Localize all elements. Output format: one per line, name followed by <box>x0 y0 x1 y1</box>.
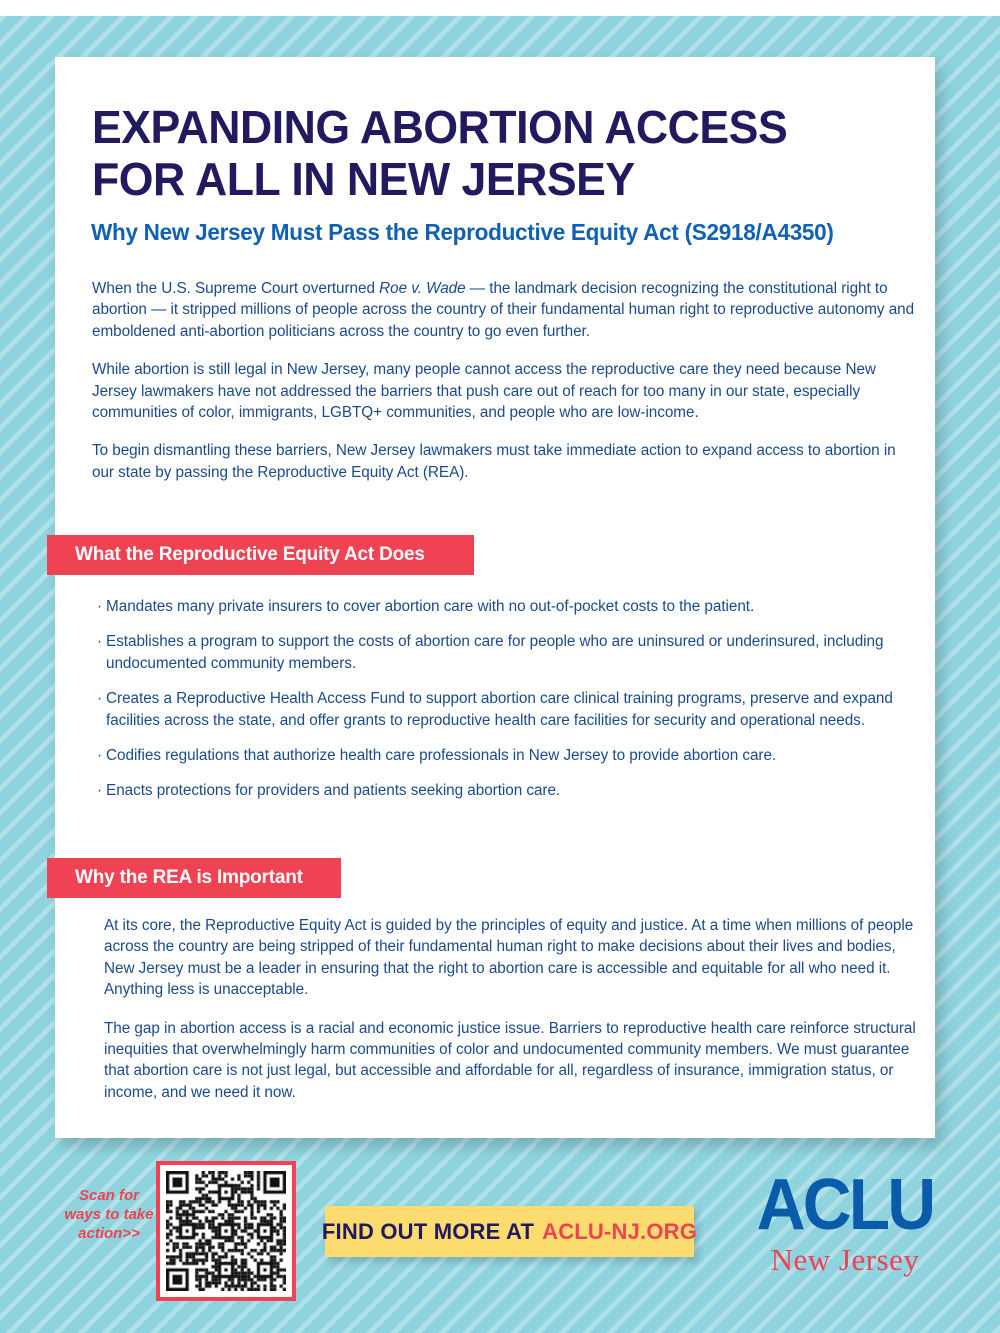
cta-label-main: FIND OUT MORE AT <box>321 1218 535 1244</box>
why-important-paragraphs <box>104 915 924 1120</box>
list-item <box>92 780 920 801</box>
section-banner-label-2: Why the REA is Important <box>75 867 303 888</box>
list-item <box>92 745 920 766</box>
cta-label-url: ACLU-NJ.ORG <box>542 1218 698 1244</box>
aclu-logo-affiliate: New Jersey <box>770 1242 920 1278</box>
case-name-roe-v-wade: Roe v. Wade <box>379 280 466 297</box>
intro-p1-part-a: When the U.S. Supreme Court overturned <box>92 280 380 297</box>
top-white-band <box>0 0 1000 16</box>
qr-code-canvas[interactable] <box>166 1171 286 1291</box>
page-subtitle: Why New Jersey Must Pass the Reproductive Equity Act (S2918/A4350) <box>91 219 834 245</box>
bullet-marker-icon: · <box>97 633 103 651</box>
aclu-logo <box>740 1165 950 1280</box>
intro-paragraph-1 <box>92 278 920 342</box>
intro-p1-part-b: — the landmark decision recognizing the constitutional right to abortion — it stripped millions of people across the country of their fundamental human right to reproductive autonomy and emboldened anti-abortion politicians across the country to go even further. <box>92 280 915 340</box>
find-out-more-button[interactable] <box>321 1206 698 1257</box>
bullet-marker-icon: · <box>97 747 103 765</box>
list-item <box>92 631 920 674</box>
rea-provisions-list <box>92 596 920 816</box>
aclu-logo-wordmark: ACLU <box>756 1165 934 1245</box>
intro-paragraphs <box>92 278 920 500</box>
intro-paragraph-2: While abortion is still legal in New Jersey, many people cannot access the reproductive care they need because New Jersey lawmakers have not addressed the barriers that push care out of reach for too many in our state, especially communities of color, immigrants, LGBTQ+ communities, and people who are low-income. <box>92 361 876 422</box>
list-item-label: Mandates many private insurers to cover abortion care with no out-of-pocket costs to the patient. <box>106 598 755 615</box>
list-item-label: Creates a Reproductive Health Access Fund to support abortion care clinical training programs, preserve and expand facilities across the state, and offer grants to reproductive health care facilities for security and operational needs. <box>106 690 893 729</box>
page-title-line-2: FOR ALL IN NEW JERSEY <box>92 152 635 205</box>
intro-paragraph-3: To begin dismantling these barriers, New Jersey lawmakers must take immediate action to expand access to abortion in our state by passing the Reproductive Equity Act (REA). <box>92 442 896 481</box>
list-item <box>92 688 920 731</box>
section-banner-why-rea-important <box>47 858 341 898</box>
list-item-label: Codifies regulations that authorize health care professionals in New Jersey to provide abortion care. <box>106 747 777 765</box>
page-title <box>92 102 917 205</box>
section-banner-label-1: What the Reproductive Equity Act Does <box>75 544 425 565</box>
list-item-label: Enacts protections for providers and patients seeking abortion care. <box>106 782 561 800</box>
why-paragraph-1: At its core, the Reproductive Equity Act is guided by the principles of equity and justice. At a time when millions of people across the country are being stripped of their fundamental human right to make decisions about their lives and bodies, New Jersey must be a leader in ensuring that the right to abortion care is accessible and equitable for all who need it. Anything less is unacceptable. <box>104 917 914 999</box>
why-paragraph-2: The gap in abortion access is a racial and economic justice issue. Barriers to reproductive health care reinforce structural inequities that overwhelmingly harm communities of color and undocumented community members. We must guarantee that abortion care is not just legal, but accessible and affordable for all, regardless of insurance, immigration status, or income, and we need it now. <box>104 1019 916 1101</box>
section-banner-what-rea-does <box>47 535 474 575</box>
page-title-line-1: EXPANDING ABORTION ACCESS <box>92 101 788 153</box>
bullet-marker-icon: · <box>97 690 103 708</box>
list-item <box>92 596 920 617</box>
scan-instruction-text: Scan for ways to take action>> <box>64 1187 154 1242</box>
qr-code-icon[interactable] <box>156 1161 296 1301</box>
bullet-marker-icon: · <box>97 782 103 800</box>
bullet-marker-icon: · <box>97 598 103 615</box>
list-item-label: Establishes a program to support the costs of abortion care for people who are uninsured or underinsured, including undocumented community members. <box>106 633 884 672</box>
